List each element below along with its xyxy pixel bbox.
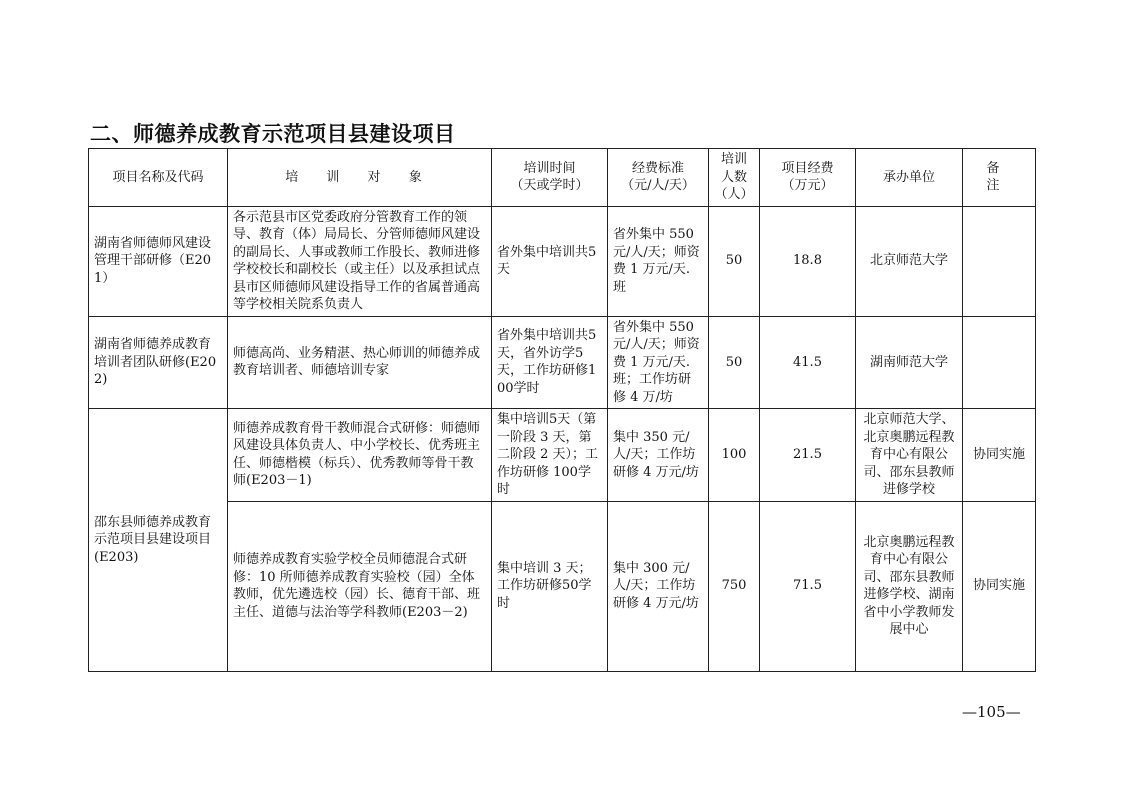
table-header-row	[89, 149, 1036, 207]
host-organization: 北京奥鹏远程教育中心有限公司、邵东县教师进修学校、湖南省中小学教师发展中心	[856, 501, 963, 671]
header-name: 项目名称及代码	[89, 149, 228, 207]
header-standard: 经费标准 （元/人/天）	[608, 149, 709, 207]
training-time: 省外集中培训共5天，省外访学5天，工作坊研修100学时	[492, 316, 608, 409]
funding-standard: 集中 300 元/人/天；工作坊研修 4 万元/坊	[608, 501, 709, 671]
header-funds: 项目经费 （万元）	[760, 149, 856, 207]
section-title: 二、师德养成教育示范项目县建设项目	[90, 122, 456, 146]
trainee-count: 100	[709, 409, 760, 502]
project-funds: 41.5	[760, 316, 856, 409]
host-organization: 北京师范大学	[856, 206, 963, 316]
funding-standard: 集中 350 元/人/天；工作坊研修 4 万元/坊	[608, 409, 709, 502]
training-time: 集中培训5天（第一阶段 3 天，第二阶段 2 天）；工作坊研修 100学时	[492, 409, 608, 502]
funding-standard: 省外集中 550元/人/天；师资费 1 万元/天.班；工作坊研修 4 万/坊	[608, 316, 709, 409]
header-count: 培训 人数 （人）	[709, 149, 760, 207]
training-target: 师德养成教育实验学校全员师德混合式研修：10 所师德养成教育实验校（园）全体教师，优先遴选校（园）长、德育干部、班主任、道德与法治等学科教师(E203－2)	[228, 501, 492, 671]
project-funds: 71.5	[760, 501, 856, 671]
training-time: 省外集中培训共5天	[492, 206, 608, 316]
header-org: 承办单位	[856, 149, 963, 207]
project-name: 湖南省师德师风建设管理干部研修（E201）	[89, 206, 228, 316]
project-name: 湖南省师德养成教育培训者团队研修(E202)	[89, 316, 228, 409]
training-target: 师德高尚、业务精湛、热心师训的师德养成教育培训者、师德培训专家	[228, 316, 492, 409]
table-row	[89, 316, 1036, 409]
trainee-count: 50	[709, 316, 760, 409]
header-time: 培训时间 （天或学时）	[492, 149, 608, 207]
trainee-count: 750	[709, 501, 760, 671]
project-name: 邵东县师德养成教育示范项目县建设项目(E203)	[89, 409, 228, 672]
header-remark: 备 注	[963, 149, 1036, 207]
remark	[963, 316, 1036, 409]
remark	[963, 206, 1036, 316]
project-funds: 18.8	[760, 206, 856, 316]
header-target: 培 训 对 象	[228, 149, 492, 207]
training-time: 集中培训 3 天；工作坊研修50学时	[492, 501, 608, 671]
page-number: —105—	[962, 703, 1021, 721]
funding-standard: 省外集中 550元/人/天；师资费 1 万元/天.班	[608, 206, 709, 316]
project-table	[88, 148, 1036, 672]
table-row	[89, 501, 1036, 671]
trainee-count: 50	[709, 206, 760, 316]
table-row	[89, 206, 1036, 316]
project-funds: 21.5	[760, 409, 856, 502]
training-target: 各示范县市区党委政府分管教育工作的领导、教育（体）局局长、分管师德师风建设的副局长、人事或教师工作股长、教师进修学校校长和副校长（或主任）以及承担试点县市区师德师风建设指导工作的省属普通高等学校相关院系负责人	[228, 206, 492, 316]
host-organization: 湖南师范大学	[856, 316, 963, 409]
remark: 协同实施	[963, 501, 1036, 671]
host-organization: 北京师范大学、北京奥鹏远程教育中心有限公司、邵东县教师进修学校	[856, 409, 963, 502]
training-target: 师德养成教育骨干教师混合式研修：师德师风建设具体负责人、中小学校长、优秀班主任、师德楷模（标兵）、优秀教师等骨干教师(E203－1)	[228, 409, 492, 502]
table-row	[89, 409, 1036, 502]
remark: 协同实施	[963, 409, 1036, 502]
